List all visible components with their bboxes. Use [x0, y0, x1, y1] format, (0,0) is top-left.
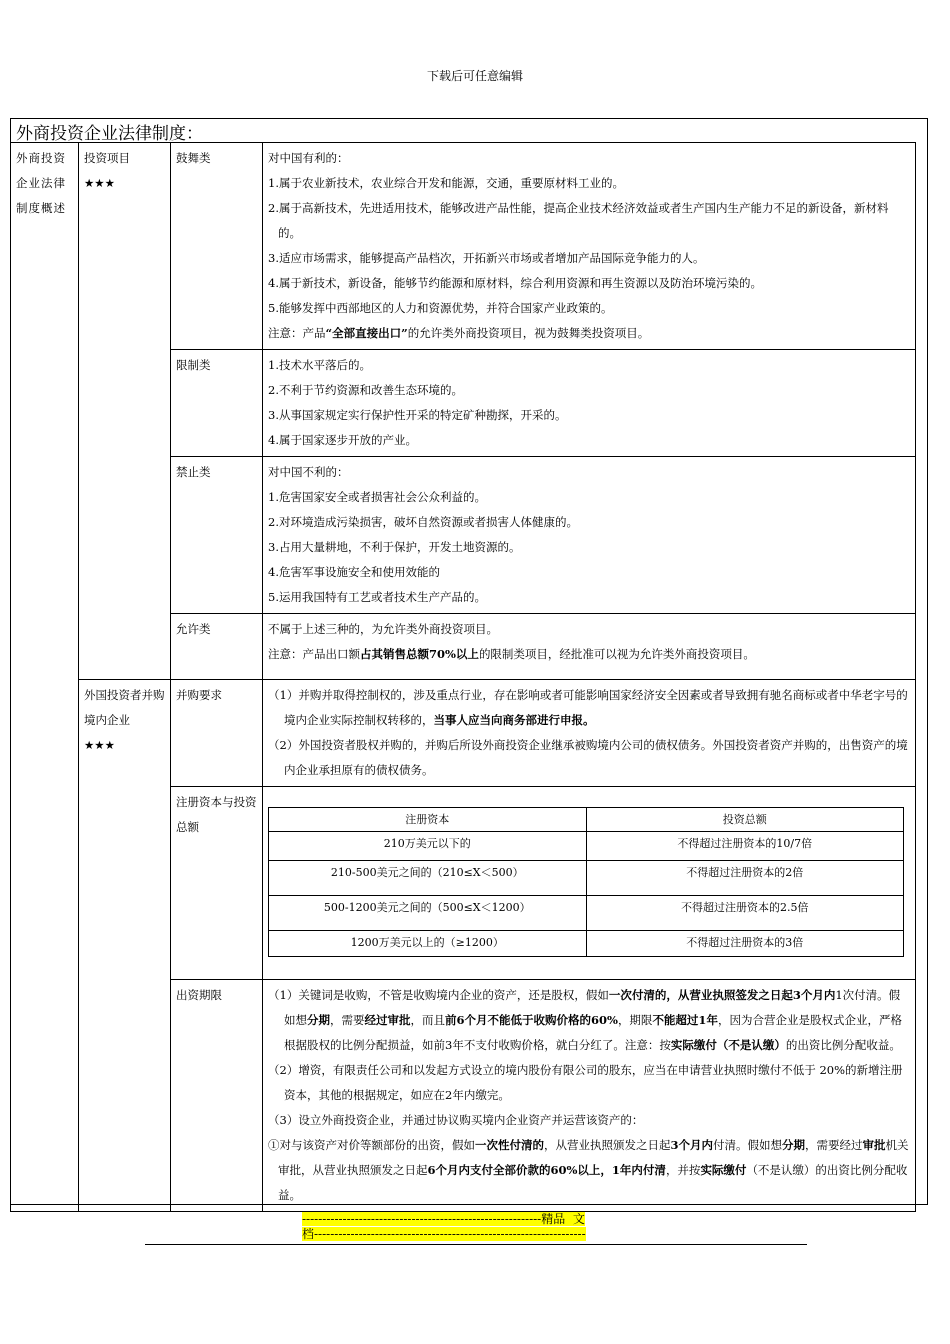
- header-note: 下载后可任意编辑: [426, 69, 523, 83]
- merger-content: [263, 680, 916, 787]
- capital-content: [263, 787, 916, 980]
- text-line: 2.属于高新技术，先进适用技术，能够改进产品性能，提高企业技术经济效益或者生产国内生产能力不足的新设备，新材料的。: [268, 201, 889, 240]
- paragraph-text: 付清。假如想: [713, 1138, 783, 1152]
- paragraph-text: ①对与该资产对价等额部份的出资，假如: [268, 1138, 475, 1152]
- note-text: 注意：产品出口额: [268, 647, 360, 661]
- table-cell: 210-500美元之间的（210≤X＜500）: [269, 861, 587, 896]
- text-line: 4.属于国家逐步开放的产业。: [268, 433, 417, 447]
- footer-divider: [145, 1244, 807, 1245]
- section-foreign-mergers: [79, 680, 171, 1212]
- text-line: 3.占用大量耕地，不利于保护，开发土地资源的。: [268, 540, 521, 554]
- section-label: 外国投资者并购境内企业: [84, 688, 165, 727]
- note-line: [268, 642, 910, 667]
- table-cell: 1200万美元以上的（≥1200）: [269, 931, 587, 957]
- text-line: 1.技术水平落后的。: [268, 358, 371, 372]
- paragraph-text: （1）关键词是收购，不管是收购境内企业的资产，还是股权，假如: [268, 988, 609, 1002]
- paragraph-text: （不是认缴）的出资比例分配收益。: [278, 1163, 908, 1202]
- paragraph-text: ，从营业执照颁发之日起: [544, 1138, 671, 1152]
- paragraph-emphasis: 审批: [862, 1138, 886, 1152]
- type-label-permitted: 允许类: [171, 614, 263, 680]
- table-cell: 不得超过注册资本的2.5倍: [586, 896, 904, 931]
- capital-ratio-table: [268, 807, 904, 957]
- note-text: 的允许类外商投资项目，视为鼓舞类投资项目。: [407, 326, 650, 340]
- column-header: 投资总额: [586, 808, 904, 832]
- prohibited-content: [263, 457, 916, 614]
- footer-watermark-line: 档-------------------------------------------------------------------: [302, 1227, 586, 1241]
- type-label-term: 出资期限: [171, 980, 263, 1212]
- paragraph-text: ，并按: [665, 1163, 701, 1177]
- text-line: 4.属于新技术，新设备，能够节约能源和原材料，综合利用资源和再生资源以及防治环境污染的。: [268, 276, 762, 290]
- table-cell: 不得超过注册资本的10/7倍: [586, 832, 904, 861]
- type-label-encouraged: 鼓舞类: [171, 143, 263, 350]
- type-label-prohibited: 禁止类: [171, 457, 263, 614]
- paragraph-emphasis: 分期: [782, 1138, 806, 1152]
- category-cell: 外商投资企业法律制度概述: [11, 143, 79, 1212]
- paragraph: [268, 1133, 910, 1208]
- text-line: 1.属于农业新技术，农业综合开发和能源，交通，重要原材料工业的。: [268, 176, 624, 190]
- table-row: [11, 680, 916, 787]
- paragraph-text: 的出资比例分配收益。: [785, 1038, 901, 1052]
- text-line: 不属于上述三种的，为允许类外商投资项目。: [268, 622, 498, 636]
- paragraph-emphasis: 不能超过1年: [652, 1013, 718, 1027]
- encouraged-content: [263, 143, 916, 350]
- table-header-row: [269, 808, 904, 832]
- paragraph: [268, 983, 910, 1058]
- section-investment-projects: [79, 143, 171, 680]
- text-line: 3.从事国家规定实行保护性开采的特定矿种勘探，开采的。: [268, 408, 567, 422]
- note-line: [268, 321, 910, 346]
- paragraph-text: ，期限: [617, 1013, 653, 1027]
- table-row: [269, 861, 904, 896]
- paragraph-emphasis: 前6个月不能低于收购价格的60%: [445, 1013, 618, 1027]
- footer-watermark-line: -----------------------------------------------------------精品 文: [302, 1212, 585, 1226]
- text-line: 4.危害军事设施安全和使用效能的: [268, 565, 440, 579]
- paragraph: [268, 683, 910, 733]
- table-cell: 210万美元以下的: [269, 832, 587, 861]
- text-line: 1.危害国家安全或者损害社会公众利益的。: [268, 490, 486, 504]
- paragraph-text: ，而且: [410, 1013, 445, 1027]
- paragraph-emphasis: 经过审批: [364, 1013, 411, 1027]
- paragraph-emphasis: 6个月内支付全部价款的60%以上，1年内付清: [427, 1163, 666, 1177]
- paragraph-emphasis: 当事人应当向商务部进行申报。: [433, 713, 595, 727]
- note-text: 的限制类项目，经批准可以视为允许类外商投资项目。: [478, 647, 755, 661]
- law-table: [10, 142, 916, 1212]
- type-label-merger: 并购要求: [171, 680, 263, 787]
- paragraph-text: （1）并购并取得控制权的，涉及重点行业，存在影响或者可能影响国家经济安全因素或者导致拥有驰名商标或者中华老字号的境内企业实际控制权转移的，: [268, 688, 908, 727]
- paragraph-emphasis: 3个月内: [670, 1138, 714, 1152]
- paragraph: （3）设立外商投资企业，并通过协议购买境内企业资产并运营该资产的：: [268, 1113, 644, 1127]
- paragraph-text: 1次付清。假如想: [284, 988, 901, 1027]
- note-emphasis: 占其销售总额70%以上: [360, 647, 479, 661]
- permitted-content: [263, 614, 916, 680]
- text-line: 5.能够发挥中西部地区的人力和资源优势，并符合国家产业政策的。: [268, 301, 613, 315]
- text-line: 2.不利于节约资源和改善生态环境的。: [268, 383, 463, 397]
- table-cell: 不得超过注册资本的3倍: [586, 931, 904, 957]
- table-cell: 不得超过注册资本的2倍: [586, 861, 904, 896]
- table-row: [269, 896, 904, 931]
- importance-stars: ★★★: [84, 176, 115, 190]
- paragraph-emphasis: 分期: [307, 1013, 330, 1027]
- text-line: 对中国不利的：: [268, 465, 349, 479]
- paragraph-emphasis: 一次付清的，从营业执照签发之日起3个月内: [608, 988, 836, 1002]
- paragraph-text: 机关审批，从营业执照颁发之日起: [278, 1138, 909, 1177]
- page-title: 外商投资企业法律制度：: [16, 124, 203, 144]
- section-label: 投资项目: [84, 151, 130, 165]
- paragraph-text: ，需要: [330, 1013, 365, 1027]
- paragraph-emphasis: 实际缴付: [700, 1163, 747, 1177]
- term-content: [263, 980, 916, 1212]
- table-row: [269, 832, 904, 861]
- type-label-capital: 注册资本与投资总额: [171, 787, 263, 980]
- type-label-restricted: 限制类: [171, 350, 263, 457]
- text-line: 3.适应市场需求，能够提高产品档次，开拓新兴市场或者增加产品国际竞争能力的人。: [268, 251, 705, 265]
- restricted-content: [263, 350, 916, 457]
- table-row: [269, 931, 904, 957]
- paragraph: （2）外国投资者股权并购的，并购后所设外商投资企业继承被购境内公司的债权债务。外国投资者资产并购的，出售资产的境内企业承担原有的债权债务。: [268, 738, 908, 777]
- column-header: 注册资本: [269, 808, 587, 832]
- paragraph-text: ，因为合营企业是股权式企业，严格根据股权的比例分配损益，如前3年不支付收购价格，就白分红了。注意：按: [284, 1013, 902, 1052]
- text-line: 对中国有利的：: [268, 151, 349, 165]
- paragraph-text: ，需要经过: [805, 1138, 863, 1152]
- table-row: [11, 143, 916, 350]
- note-text: 注意：产品: [268, 326, 326, 340]
- paragraph: （2）增资，有限责任公司和以发起方式设立的境内股份有限公司的股东，应当在申请营业执照时缴付不低于 20%的新增注册资本，其他的根据规定，如应在2年内缴完。: [268, 1063, 903, 1102]
- paragraph-emphasis: 实际缴付（不是认缴）: [670, 1038, 786, 1052]
- note-emphasis: “全部直接出口”: [325, 326, 408, 340]
- importance-stars: ★★★: [84, 738, 115, 752]
- text-line: 2.对环境造成污染损害，破坏自然资源或者损害人体健康的。: [268, 515, 578, 529]
- text-line: 5.运用我国特有工艺或者技术生产产品的。: [268, 590, 486, 604]
- paragraph-emphasis: 一次性付清的: [475, 1138, 544, 1152]
- table-cell: 500-1200美元之间的（500≤X＜1200）: [269, 896, 587, 931]
